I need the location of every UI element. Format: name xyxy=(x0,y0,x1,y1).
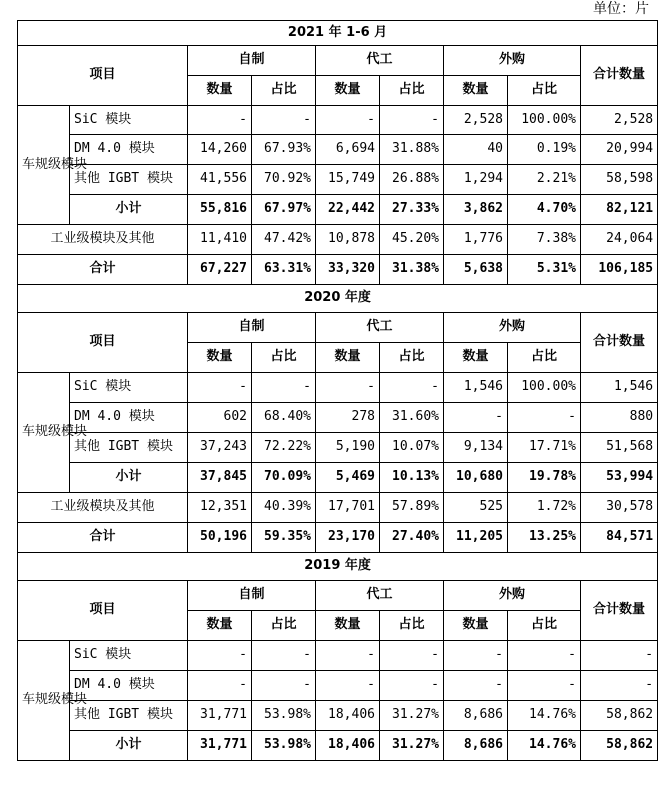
subtotal-row xyxy=(18,463,658,493)
cell: - xyxy=(316,373,380,403)
group-label-automotive: 车规级模块 xyxy=(18,106,70,225)
cell: 72.22% xyxy=(252,433,316,463)
table-row xyxy=(18,373,658,403)
period-title: 2019 年度 xyxy=(18,553,658,581)
cell: 10.13% xyxy=(380,463,444,493)
header-ratio: 占比 xyxy=(252,343,316,373)
cell: 33,320 xyxy=(316,255,380,285)
header-ratio: 占比 xyxy=(508,76,581,106)
table-row xyxy=(18,106,658,135)
table-row xyxy=(18,433,658,463)
cell: - xyxy=(316,106,380,135)
header-total-qty: 合计数量 xyxy=(581,581,658,641)
cell: 53.98% xyxy=(252,701,316,731)
cell: 13.25% xyxy=(508,523,581,553)
header-qty: 数量 xyxy=(188,611,252,641)
industrial-label: 工业级模块及其他 xyxy=(18,225,188,255)
cell: 4.70% xyxy=(508,195,581,225)
cell: 37,845 xyxy=(188,463,252,493)
header-item: 项目 xyxy=(18,313,188,373)
header-ratio: 占比 xyxy=(508,611,581,641)
table-row xyxy=(18,701,658,731)
cell: 23,170 xyxy=(316,523,380,553)
period-block-2019 xyxy=(18,553,658,761)
cell: 1.72% xyxy=(508,493,581,523)
cell: 14.76% xyxy=(508,701,581,731)
row-label: SiC 模块 xyxy=(70,641,188,671)
total-label: 合计 xyxy=(18,255,188,285)
header-ratio: 占比 xyxy=(508,343,581,373)
cell: 53.98% xyxy=(252,731,316,761)
cell: 18,406 xyxy=(316,731,380,761)
cell: 31.27% xyxy=(380,731,444,761)
cell: 12,351 xyxy=(188,493,252,523)
header-qty: 数量 xyxy=(188,343,252,373)
cell: 5.31% xyxy=(508,255,581,285)
cell: - xyxy=(252,373,316,403)
cell: 57.89% xyxy=(380,493,444,523)
cell: 1,546 xyxy=(444,373,508,403)
cell: 1,546 xyxy=(581,373,658,403)
header-outsourced: 外购 xyxy=(444,46,581,76)
cell: 8,686 xyxy=(444,701,508,731)
industrial-row xyxy=(18,225,658,255)
cell: 10,680 xyxy=(444,463,508,493)
header-oem: 代工 xyxy=(316,581,444,611)
cell: 10,878 xyxy=(316,225,380,255)
header-self-made: 自制 xyxy=(188,46,316,76)
cell: - xyxy=(252,671,316,701)
production-source-table xyxy=(17,20,658,761)
cell: 19.78% xyxy=(508,463,581,493)
cell: 31.38% xyxy=(380,255,444,285)
cell: 68.40% xyxy=(252,403,316,433)
row-label: 其他 IGBT 模块 xyxy=(70,433,188,463)
cell: 18,406 xyxy=(316,701,380,731)
cell: 51,568 xyxy=(581,433,658,463)
cell: 14.76% xyxy=(508,731,581,761)
cell: - xyxy=(444,403,508,433)
row-label: SiC 模块 xyxy=(70,373,188,403)
cell: 26.88% xyxy=(380,165,444,195)
cell: 5,469 xyxy=(316,463,380,493)
header-ratio: 占比 xyxy=(252,76,316,106)
cell: - xyxy=(581,641,658,671)
unit-label: 单位：片 xyxy=(593,1,649,17)
cell: 82,121 xyxy=(581,195,658,225)
cell: 37,243 xyxy=(188,433,252,463)
header-item: 项目 xyxy=(18,581,188,641)
cell: 31.60% xyxy=(380,403,444,433)
cell: - xyxy=(316,641,380,671)
header-qty: 数量 xyxy=(316,611,380,641)
cell: 40 xyxy=(444,135,508,165)
header-ratio: 占比 xyxy=(252,611,316,641)
subtotal-row xyxy=(18,731,658,761)
header-qty: 数量 xyxy=(444,343,508,373)
cell: 67,227 xyxy=(188,255,252,285)
cell: 14,260 xyxy=(188,135,252,165)
period-title: 2021 年 1-6 月 xyxy=(18,21,658,46)
cell: 58,862 xyxy=(581,701,658,731)
period-block-2021h1 xyxy=(18,21,658,285)
cell: 58,598 xyxy=(581,165,658,195)
industrial-row xyxy=(18,493,658,523)
cell: 55,816 xyxy=(188,195,252,225)
cell: 31.88% xyxy=(380,135,444,165)
cell: - xyxy=(508,403,581,433)
header-qty: 数量 xyxy=(444,76,508,106)
cell: 24,064 xyxy=(581,225,658,255)
cell: 41,556 xyxy=(188,165,252,195)
header-qty: 数量 xyxy=(316,343,380,373)
cell: 11,410 xyxy=(188,225,252,255)
cell: 50,196 xyxy=(188,523,252,553)
cell: 17.71% xyxy=(508,433,581,463)
cell: - xyxy=(380,373,444,403)
row-label: 其他 IGBT 模块 xyxy=(70,701,188,731)
table-row xyxy=(18,135,658,165)
cell: 1,776 xyxy=(444,225,508,255)
cell: 100.00% xyxy=(508,106,581,135)
header-outsourced: 外购 xyxy=(444,313,581,343)
cell: - xyxy=(188,373,252,403)
cell: 8,686 xyxy=(444,731,508,761)
header-ratio: 占比 xyxy=(380,76,444,106)
header-total-qty: 合计数量 xyxy=(581,46,658,106)
total-row xyxy=(18,255,658,285)
cell: 27.40% xyxy=(380,523,444,553)
row-label: SiC 模块 xyxy=(70,106,188,135)
industrial-label: 工业级模块及其他 xyxy=(18,493,188,523)
period-title: 2020 年度 xyxy=(18,285,658,313)
row-label: 其他 IGBT 模块 xyxy=(70,165,188,195)
subtotal-row xyxy=(18,195,658,225)
subtotal-label: 小计 xyxy=(70,195,188,225)
cell: 880 xyxy=(581,403,658,433)
group-label-automotive: 车规级模块 xyxy=(18,641,70,761)
header-qty: 数量 xyxy=(188,76,252,106)
cell: 0.19% xyxy=(508,135,581,165)
cell: 84,571 xyxy=(581,523,658,553)
header-ratio: 占比 xyxy=(380,611,444,641)
cell: 3,862 xyxy=(444,195,508,225)
cell: - xyxy=(380,641,444,671)
header-total-qty: 合计数量 xyxy=(581,313,658,373)
cell: 27.33% xyxy=(380,195,444,225)
subtotal-label: 小计 xyxy=(70,463,188,493)
cell: - xyxy=(581,671,658,701)
cell: 31,771 xyxy=(188,731,252,761)
cell: - xyxy=(444,641,508,671)
cell: 22,442 xyxy=(316,195,380,225)
header-ratio: 占比 xyxy=(380,343,444,373)
period-block-2020 xyxy=(18,285,658,553)
row-label: DM 4.0 模块 xyxy=(70,403,188,433)
cell: 106,185 xyxy=(581,255,658,285)
cell: 525 xyxy=(444,493,508,523)
cell: - xyxy=(508,671,581,701)
table-row xyxy=(18,403,658,433)
cell: - xyxy=(380,671,444,701)
header-self-made: 自制 xyxy=(188,313,316,343)
cell: - xyxy=(252,106,316,135)
cell: 15,749 xyxy=(316,165,380,195)
cell: - xyxy=(508,641,581,671)
cell: 2,528 xyxy=(444,106,508,135)
total-label: 合计 xyxy=(18,523,188,553)
cell: 2,528 xyxy=(581,106,658,135)
cell: 20,994 xyxy=(581,135,658,165)
header-qty: 数量 xyxy=(316,76,380,106)
header-qty: 数量 xyxy=(444,611,508,641)
cell: 5,638 xyxy=(444,255,508,285)
cell: 30,578 xyxy=(581,493,658,523)
cell: 2.21% xyxy=(508,165,581,195)
header-item: 项目 xyxy=(18,46,188,106)
cell: 67.97% xyxy=(252,195,316,225)
cell: 11,205 xyxy=(444,523,508,553)
header-oem: 代工 xyxy=(316,46,444,76)
table-row xyxy=(18,641,658,671)
cell: 70.92% xyxy=(252,165,316,195)
cell: 47.42% xyxy=(252,225,316,255)
cell: 59.35% xyxy=(252,523,316,553)
cell: 40.39% xyxy=(252,493,316,523)
cell: 63.31% xyxy=(252,255,316,285)
table-row xyxy=(18,165,658,195)
row-label: DM 4.0 模块 xyxy=(70,135,188,165)
header-oem: 代工 xyxy=(316,313,444,343)
cell: 58,862 xyxy=(581,731,658,761)
subtotal-label: 小计 xyxy=(70,731,188,761)
cell: 45.20% xyxy=(380,225,444,255)
table-row xyxy=(18,671,658,701)
cell: 278 xyxy=(316,403,380,433)
cell: 6,694 xyxy=(316,135,380,165)
cell: 67.93% xyxy=(252,135,316,165)
cell: 602 xyxy=(188,403,252,433)
cell: 9,134 xyxy=(444,433,508,463)
cell: - xyxy=(316,671,380,701)
header-self-made: 自制 xyxy=(188,581,316,611)
group-label-automotive: 车规级模块 xyxy=(18,373,70,493)
cell: - xyxy=(188,671,252,701)
cell: 10.07% xyxy=(380,433,444,463)
cell: 100.00% xyxy=(508,373,581,403)
cell: 1,294 xyxy=(444,165,508,195)
cell: - xyxy=(188,641,252,671)
cell: 5,190 xyxy=(316,433,380,463)
row-label: DM 4.0 模块 xyxy=(70,671,188,701)
cell: 53,994 xyxy=(581,463,658,493)
cell: - xyxy=(444,671,508,701)
cell: - xyxy=(252,641,316,671)
cell: 17,701 xyxy=(316,493,380,523)
cell: - xyxy=(380,106,444,135)
cell: 7.38% xyxy=(508,225,581,255)
header-outsourced: 外购 xyxy=(444,581,581,611)
total-row xyxy=(18,523,658,553)
cell: - xyxy=(188,106,252,135)
cell: 31,771 xyxy=(188,701,252,731)
cell: 70.09% xyxy=(252,463,316,493)
cell: 31.27% xyxy=(380,701,444,731)
